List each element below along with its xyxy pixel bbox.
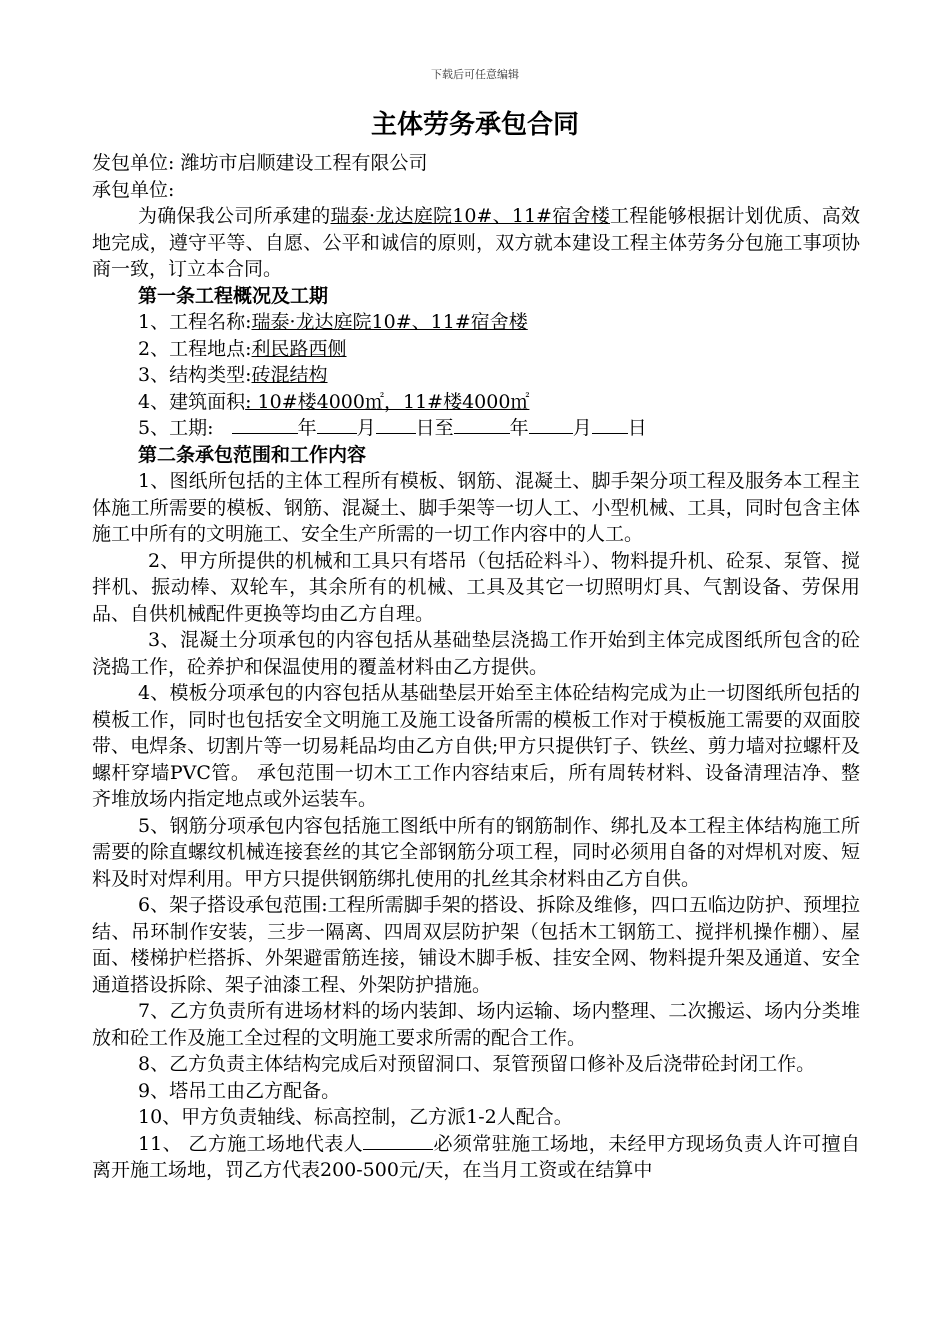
item11-prefix: 11、 乙方施工场地代表人 bbox=[138, 1132, 364, 1155]
contractor-label: 发包单位: bbox=[92, 152, 175, 174]
subcontractor-label: 承包单位: bbox=[92, 178, 175, 201]
period-year-end: 年 bbox=[509, 417, 529, 439]
period-month-end: 月 bbox=[572, 417, 592, 439]
period-day-start: 日至 bbox=[415, 417, 454, 439]
subcontractor-line bbox=[92, 177, 860, 204]
item-label: 2、工程地点: bbox=[138, 337, 252, 360]
scope-paragraph-3: 3、混凝土分项承包的内容包括从基础垫层浇捣工作开始到主体完成图纸所包含的砼浇捣工作，砼养护和保温使用的覆盖材料由乙方提供。 bbox=[92, 629, 860, 678]
item-value: : 10#楼4000㎡，11#楼4000㎡ bbox=[245, 390, 530, 413]
intro-paragraph bbox=[92, 203, 860, 283]
contract-title: 主体劳务承包合同 bbox=[370, 110, 579, 140]
building-area-item bbox=[92, 389, 860, 416]
contractor-line bbox=[92, 150, 860, 177]
blank-start-year bbox=[232, 415, 298, 434]
scope-paragraph-6: 6、架子搭设承包范围:工程所需脚手架的搭设、拆除及维修，四口五临边防护、预埋拉结、吊环制作安装，三步一隔离、四周双层防护架（包括木工钢筋工、搅拌机操作棚）、屋面、楼梯护栏搭拆、外架避雷筋连接，铺设木脚手板、挂安全网、物料提升架及通道、安全通道搭设拆除、架子油漆工程、外架防护措施。 bbox=[92, 894, 860, 996]
structure-type-item bbox=[92, 362, 860, 389]
project-location-item bbox=[92, 336, 860, 363]
item11-rest: 必须常驻施工场地，未经甲方现场负责人许可擅自离开施工场地，罚乙方代表200-500元/天，在当月工资或在结算中 bbox=[92, 1132, 860, 1181]
blank-end-day bbox=[592, 415, 628, 434]
item-value: 利民路西侧 bbox=[251, 337, 347, 360]
blank-end-month bbox=[529, 415, 573, 434]
scope-paragraph-10: 10、甲方负责轴线、标高控制，乙方派1-2人配合。 bbox=[138, 1106, 573, 1128]
contract-body bbox=[92, 150, 860, 1184]
header-note: 下载后可任意编辑 bbox=[431, 68, 519, 81]
item-label: 1、工程名称: bbox=[138, 311, 252, 333]
item-value: 砖混结构 bbox=[251, 364, 328, 386]
scope-paragraph-1: 1、图纸所包括的主体工程所有模板、钢筋、混凝土、脚手架分项工程及服务本工程主体施工所需要的模板、钢筋、混凝土、脚手架等一切人工、小型机械、工具，同时包含主体施工中所有的文明施工、安全生产所需的一切工作内容中的人工。 bbox=[92, 470, 860, 545]
scope-paragraph-4: 4、模板分项承包的内容包括从基础垫层开始至主体砼结构完成为止一切图纸所包括的模板工作，同时也包括安全文明施工及施工设备所需的模板工作对于模板施工需要的双面胶带、电焊条、切割片等一切易耗品均由乙方自供;甲方只提供钉子、铁丝、剪力墙对拉螺杆及螺杆穿墙PVC管。 承包范围一切木工工作内容结束后，所有周转材料、设备清理洁净、整齐堆放场内指定地点或外运装车。 bbox=[92, 682, 860, 810]
blank-start-day bbox=[376, 415, 416, 434]
scope-paragraph-8: 8、乙方负责主体结构完成后对预留洞口、泵管预留口修补及后浇带砼封闭工作。 bbox=[138, 1053, 816, 1075]
contractor-name: 潍坊市启顺建设工程有限公司 bbox=[180, 152, 428, 174]
item-label: 4、建筑面积 bbox=[138, 390, 246, 413]
scope-paragraph-2: 2、甲方所提供的机械和工具只有塔吊（包括砼料斗）、物料提升机、砼泵、泵管、搅拌机、振动棒、双轮车，其余所有的机械、工具及其它一切照明灯具、气割设备、劳保用品、自供机械配件更换等均由乙方自理。 bbox=[92, 549, 860, 625]
period-month-start: 月 bbox=[356, 417, 376, 439]
section1-heading: 第一条工程概况及工期 bbox=[138, 284, 329, 307]
scope-paragraph-9: 9、塔吊工由乙方配备。 bbox=[138, 1079, 341, 1102]
period-day-end: 日 bbox=[627, 417, 647, 439]
project-name-item bbox=[92, 309, 860, 336]
item-label: 3、结构类型: bbox=[138, 364, 252, 386]
blank-representative bbox=[363, 1131, 433, 1150]
construction-period-item bbox=[92, 415, 860, 442]
scope-paragraph-5: 5、钢筋分项承包内容包括施工图纸中所有的钢筋制作、绑扎及本工程主体结构施工所需要的除直螺纹机械连接套丝的其它全部钢筋分项工程，同时必须用自备的对焊机对废、短料及时对焊利用。甲方只提供钢筋绑扎使用的扎丝其余材料由乙方自供。 bbox=[92, 814, 860, 890]
period-year-start: 年 bbox=[297, 417, 317, 439]
intro-rest: 工程能够根据计划优质、高效地完成，遵守平等、自愿、公平和诚信的原则，双方就本建设工程主体劳务分包施工事项协商一致，订立本合同。 bbox=[92, 205, 860, 280]
intro-prefix: 为确保我公司所承建的 bbox=[138, 205, 331, 227]
blank-start-month bbox=[317, 415, 357, 434]
intro-project-name: 瑞泰·龙达庭院10#、11#宿舍楼 bbox=[330, 205, 610, 227]
blank-end-year bbox=[454, 415, 510, 434]
scope-paragraph-7: 7、乙方负责所有进场材料的场内装卸、场内运输、场内整理、二次搬运、场内分类堆放和砼工作及施工全过程的文明施工要求所需的配合工作。 bbox=[92, 1000, 860, 1049]
section2-heading: 第二条承包范围和工作内容 bbox=[138, 443, 367, 466]
scope-paragraph-11 bbox=[92, 1131, 860, 1184]
period-label: 5、工期: bbox=[138, 417, 214, 439]
item-value: 瑞泰·龙达庭院10#、11#宿舍楼 bbox=[251, 311, 528, 333]
